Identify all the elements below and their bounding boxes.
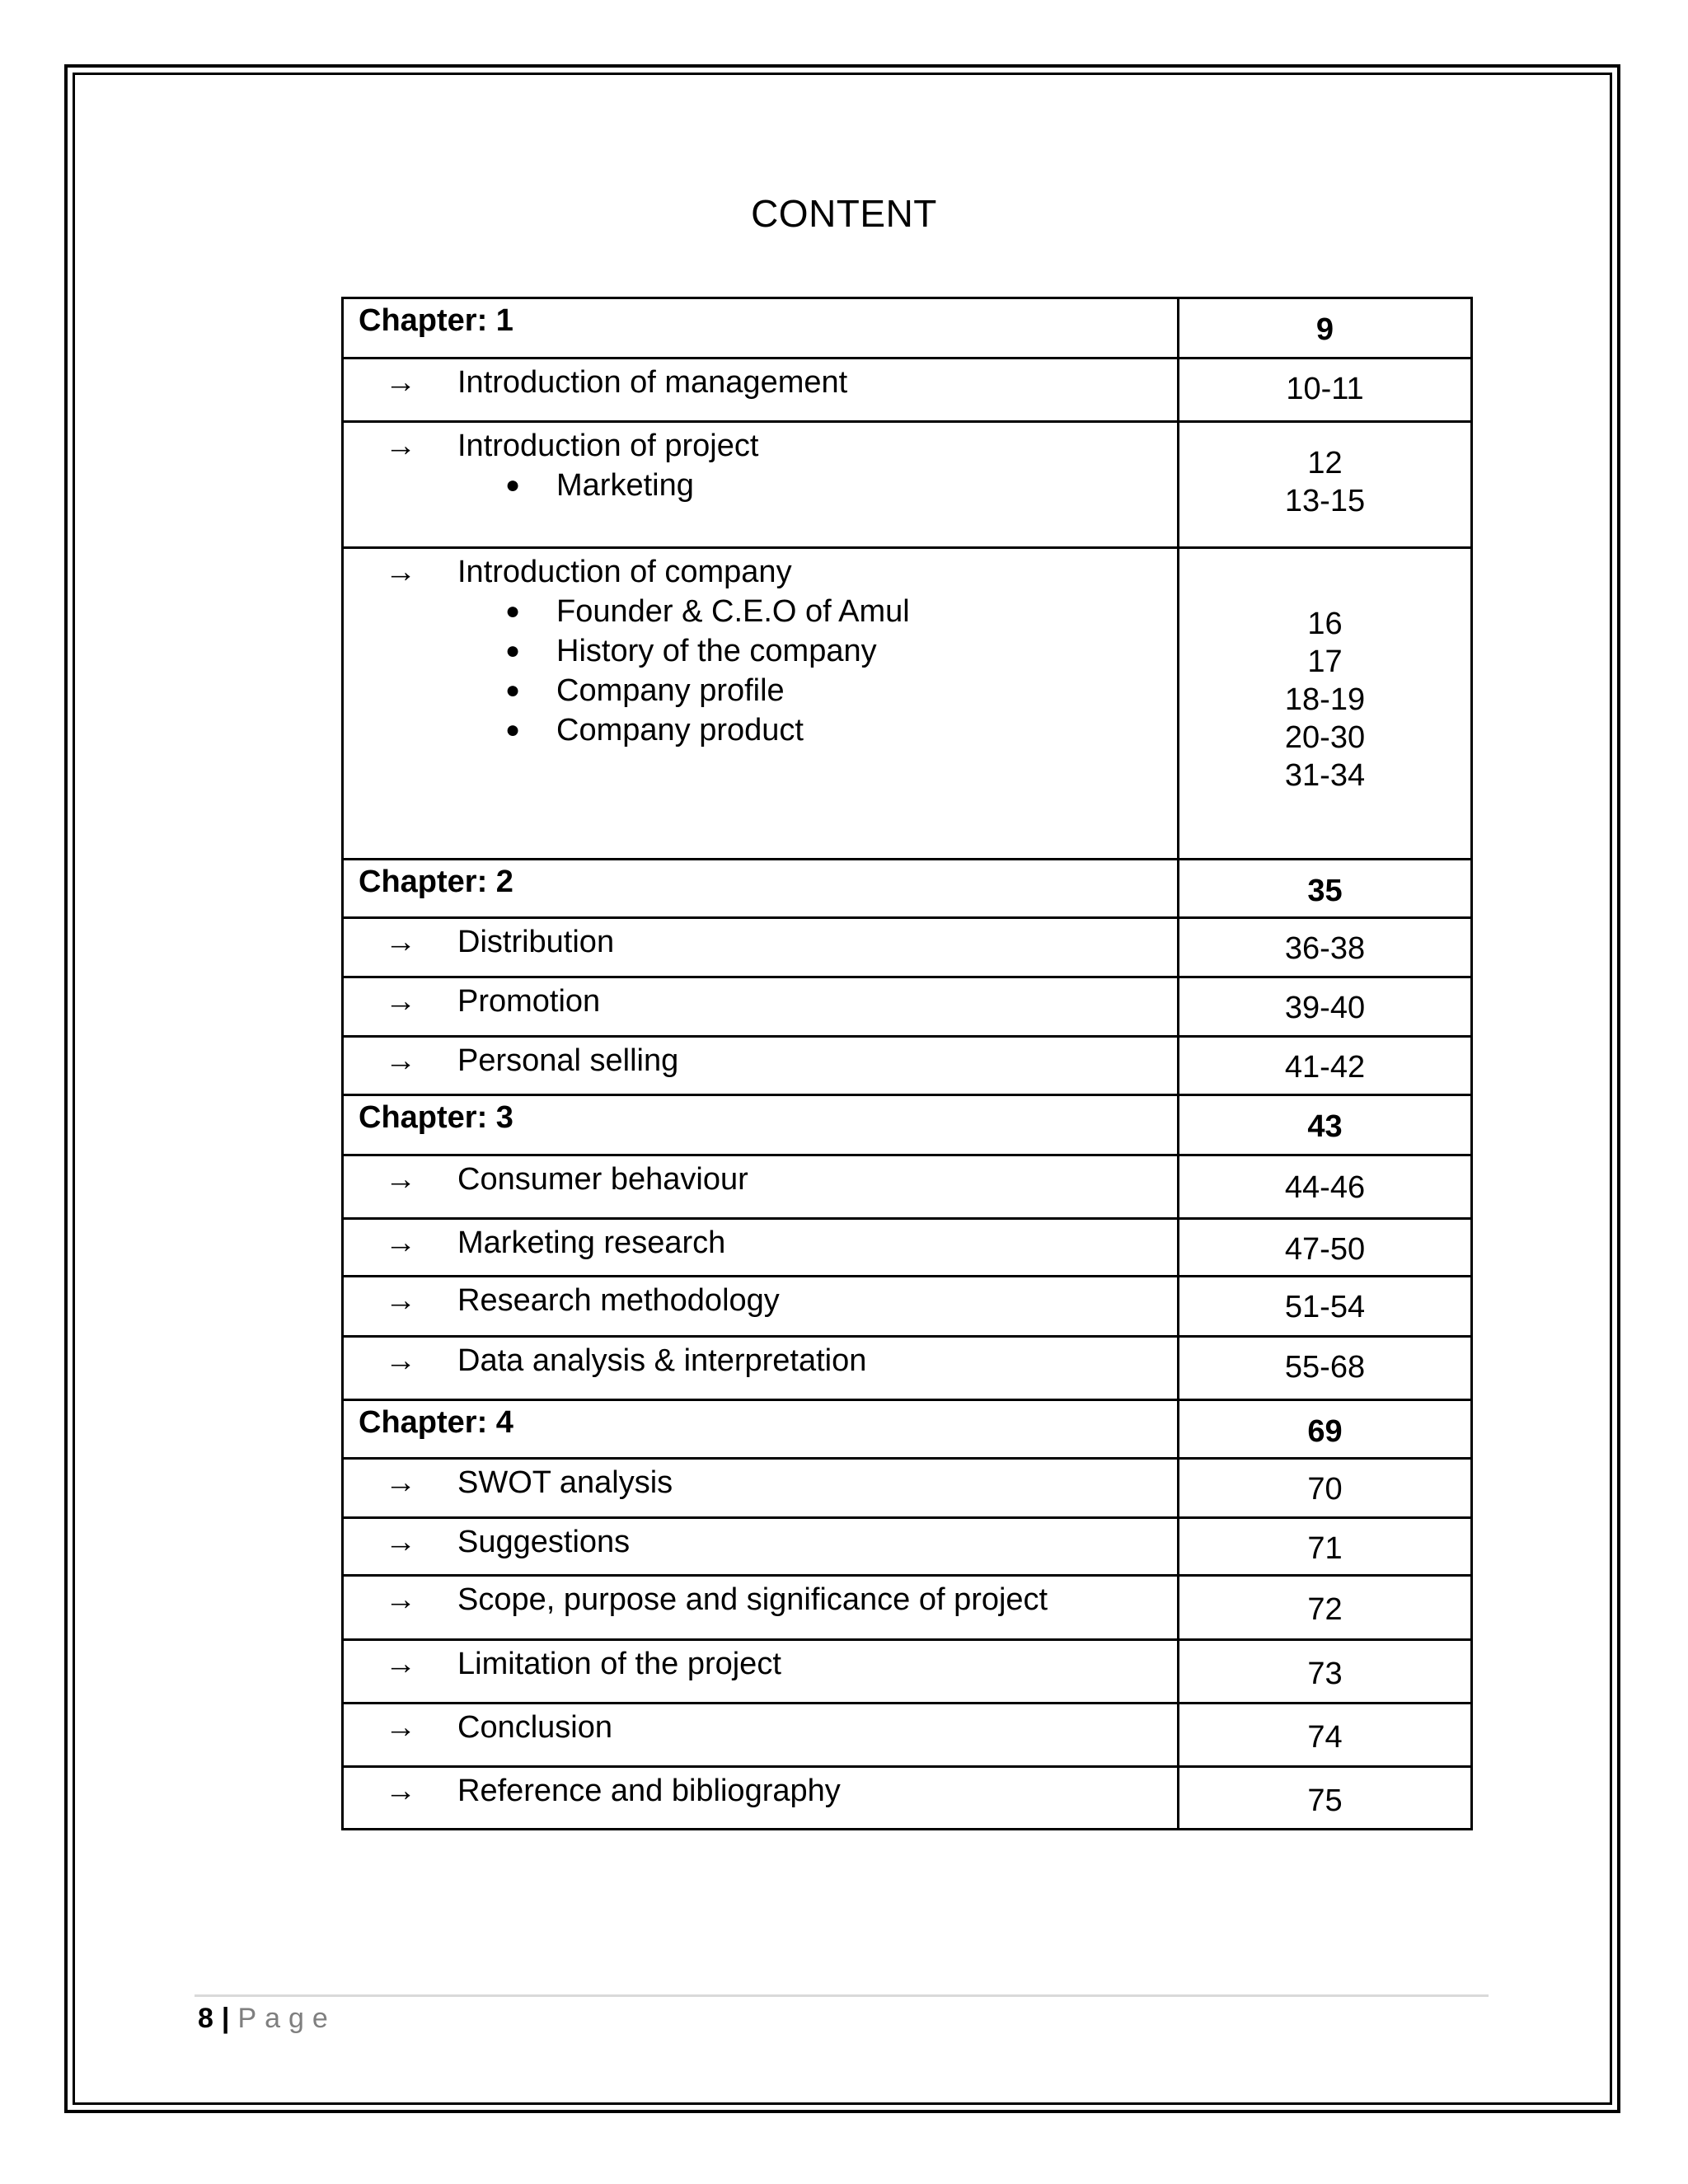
bullet-icon: ● (505, 637, 521, 664)
entry-label: Scope, purpose and significance of project (457, 1582, 1048, 1617)
entry-page: 31-34 (1284, 758, 1366, 793)
entry-label: Suggestions (457, 1525, 631, 1559)
sub-list (344, 592, 1177, 750)
entry-page: 70 (1307, 1472, 1343, 1507)
entry-label: Promotion (457, 984, 601, 1019)
entry-page: 44-46 (1284, 1170, 1366, 1205)
chapter-page: 35 (1307, 874, 1343, 908)
toc-row (343, 1704, 1472, 1767)
toc-row (343, 1337, 1472, 1400)
arrow-icon: → (385, 1525, 416, 1559)
sub-item: ● History of the company (457, 631, 1177, 671)
bullet-icon: ● (505, 716, 521, 743)
entry-page: 51-54 (1284, 1290, 1366, 1324)
entry-label: Introduction of company (457, 555, 792, 589)
arrow-icon: → (385, 925, 416, 959)
toc-row (343, 1277, 1472, 1337)
toc-row (343, 1459, 1472, 1518)
entry-page: 13-15 (1284, 484, 1366, 518)
page-title: CONTENT (751, 192, 937, 235)
chapter-row (343, 298, 1472, 359)
entry-page: 36-38 (1284, 931, 1366, 966)
chapter-row (343, 1095, 1472, 1155)
entry-label: Conclusion (457, 1710, 612, 1745)
contents-table (341, 297, 1473, 1830)
toc-row (343, 1576, 1472, 1640)
entry-label: Introduction of management (457, 365, 848, 400)
bullet-icon: ● (505, 677, 521, 704)
entry-label: Personal selling (457, 1043, 679, 1078)
arrow-icon: → (385, 1162, 416, 1197)
entry-page: 20-30 (1284, 720, 1366, 755)
arrow-icon: → (385, 984, 416, 1019)
arrow-icon: → (385, 1582, 416, 1617)
chapter-label: Chapter: 1 (359, 303, 513, 338)
entry-label: Reference and bibliography (457, 1774, 841, 1808)
toc-row (343, 422, 1472, 548)
chapter-label: Chapter: 2 (359, 865, 513, 899)
footer-divider (195, 1994, 1489, 1997)
toc-row (343, 1518, 1472, 1576)
entry-page: 75 (1307, 1783, 1343, 1818)
toc-row (343, 548, 1472, 860)
chapter-page: 43 (1307, 1109, 1343, 1144)
arrow-icon: → (385, 1343, 416, 1378)
toc-row (343, 359, 1472, 422)
chapter-row (343, 1400, 1472, 1459)
entry-label: SWOT analysis (457, 1465, 673, 1500)
chapter-label: Chapter: 3 (359, 1100, 513, 1135)
arrow-icon: → (385, 1710, 416, 1745)
arrow-icon: → (385, 1465, 416, 1500)
entry-page: 73 (1307, 1657, 1343, 1691)
chapter-row (343, 860, 1472, 918)
toc-row (343, 1219, 1472, 1277)
arrow-icon: → (385, 1647, 416, 1681)
chapter-page: 69 (1307, 1414, 1343, 1449)
entry-page: 41-42 (1284, 1050, 1366, 1085)
entry-label: Marketing research (457, 1226, 726, 1260)
entry-page: 47-50 (1284, 1232, 1366, 1267)
toc-row (343, 1155, 1472, 1219)
page-footer (198, 2003, 336, 2035)
toc-row (343, 1767, 1472, 1830)
entry-page: 18-19 (1284, 682, 1366, 717)
entry-page: 74 (1307, 1720, 1343, 1755)
bullet-icon: ● (505, 598, 521, 625)
entry-page: 17 (1307, 644, 1343, 679)
chapter-page: 9 (1315, 312, 1334, 347)
entry-page: 12 (1307, 446, 1343, 480)
entry-label: Consumer behaviour (457, 1162, 748, 1197)
entry-page: 72 (1307, 1592, 1343, 1627)
footer-separator: | (221, 2003, 230, 2034)
entry-label: Distribution (457, 925, 615, 959)
entry-label: Limitation of the project (457, 1647, 781, 1681)
sub-list (344, 466, 1177, 505)
arrow-icon: → (385, 1774, 416, 1808)
page-word: Page (237, 2003, 336, 2034)
arrow-icon: → (385, 1226, 416, 1260)
arrow-icon: → (385, 555, 416, 589)
entry-label: Data analysis & interpretation (457, 1343, 867, 1378)
toc-row (343, 918, 1472, 977)
bullet-icon: ● (505, 471, 521, 499)
toc-row (343, 977, 1472, 1037)
arrow-icon: → (385, 1043, 416, 1078)
sub-item: ● Marketing (457, 466, 1177, 505)
entry-page: 39-40 (1284, 991, 1366, 1025)
arrow-icon: → (385, 1283, 416, 1318)
sub-item: ● Company product (457, 710, 1177, 750)
entry-label: Introduction of project (457, 429, 759, 463)
arrow-icon: → (385, 365, 416, 400)
arrow-icon: → (385, 429, 416, 463)
sub-item: ● Founder & C.E.O of Amul (457, 592, 1177, 631)
page-number: 8 (198, 2003, 213, 2034)
toc-row (343, 1037, 1472, 1095)
entry-page: 10-11 (1286, 372, 1364, 406)
entry-page: 71 (1307, 1531, 1343, 1566)
entry-page: 55-68 (1284, 1350, 1366, 1385)
entry-label: Research methodology (457, 1283, 780, 1318)
sub-item: ● Company profile (457, 671, 1177, 710)
chapter-label: Chapter: 4 (359, 1405, 513, 1440)
toc-row (343, 1640, 1472, 1704)
entry-page: 16 (1307, 607, 1343, 641)
